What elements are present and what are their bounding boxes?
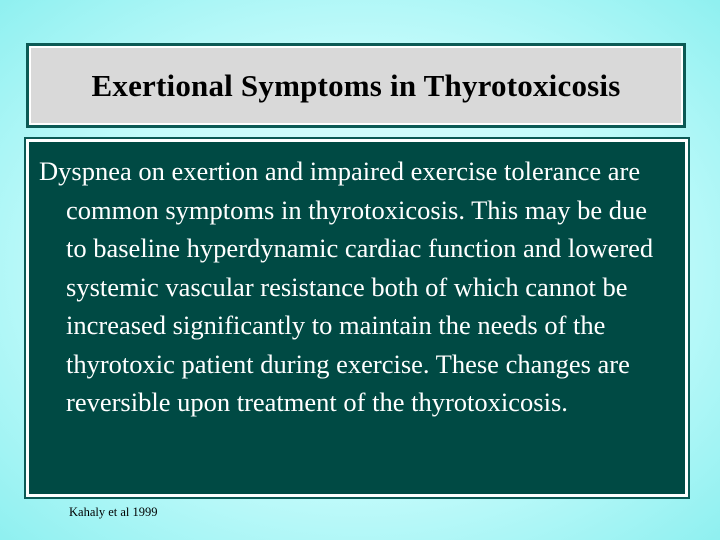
slide-body-text: Dyspnea on exertion and impaired exercise tolerance are common symptoms in thyrotoxicosis. This may be due to baseline hyperdynamic cardiac function and lowered systemic vascular resistance both of which cannot be increased significantly to maintain the needs of the thyrotoxic patient during exercise. These changes are reversible upon treatment of the thyrotoxicosis. bbox=[39, 156, 654, 417]
slide-body-box bbox=[26, 139, 688, 497]
slide-title-box bbox=[26, 43, 686, 128]
citation: Kahaly et al 1999 bbox=[69, 505, 158, 519]
slide-title: Exertional Symptoms in Thyrotoxicosis bbox=[91, 67, 621, 103]
